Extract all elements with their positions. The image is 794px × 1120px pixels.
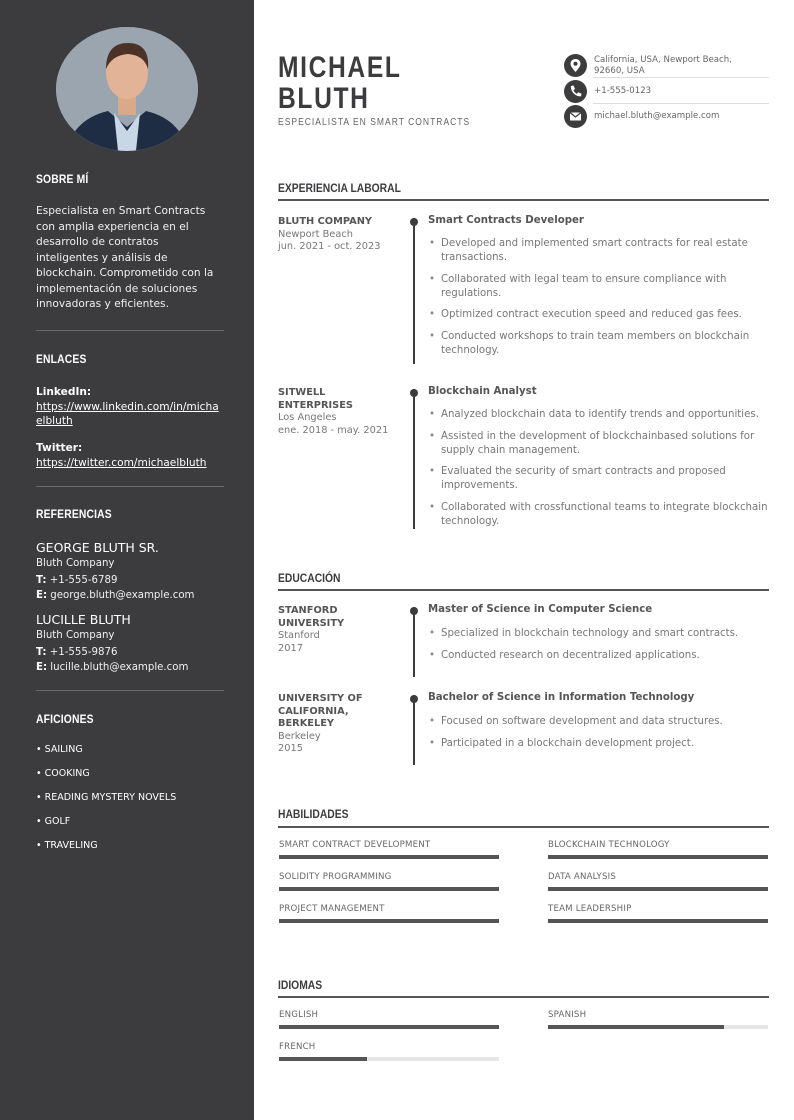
section-rule [278, 199, 769, 201]
email-text[interactable]: michael.bluth@example.com [594, 111, 720, 121]
skill-level-track [548, 919, 768, 923]
skill-label: TEAM LEADERSHIP [548, 904, 632, 914]
reference-company: Bluth Company [36, 558, 115, 569]
skills-title: HABILIDADES [278, 807, 349, 821]
education-title: EDUCACIÓN [278, 571, 341, 585]
skill-level-track [279, 919, 499, 923]
education-meta [278, 605, 398, 655]
hobby-item: • TRAVELING [36, 840, 98, 851]
skill-level-bar [279, 855, 499, 859]
hobbies-title: AFICIONES [36, 712, 94, 726]
language-level-track [279, 1025, 499, 1029]
person-name [278, 52, 402, 114]
section-rule [278, 826, 769, 828]
address-text: California, USA, Newport Beach, 92660, USA [594, 55, 732, 76]
hobby-item: • SAILING [36, 744, 83, 755]
profile-photo [56, 27, 198, 151]
skill-level-track [279, 855, 499, 859]
contact-divider [593, 77, 769, 78]
phone-icon [564, 80, 587, 103]
role-title: Blockchain Analyst [428, 386, 537, 397]
languages-title: IDIOMAS [278, 978, 323, 992]
experience-meta [278, 387, 398, 437]
company-name: SITWELL ENTERPRISES [278, 387, 353, 411]
language-item [279, 1042, 499, 1052]
twitter-link[interactable]: https://twitter.com/michaelbluth [36, 457, 207, 469]
references-title: REFERENCIAS [36, 507, 112, 521]
location-pin-icon [564, 54, 587, 77]
skill-item [279, 904, 499, 914]
skill-item [279, 872, 499, 882]
contact-divider [593, 103, 769, 104]
degree-bullets [428, 715, 773, 758]
degree-bullets [428, 627, 773, 670]
reference-email-label: E: [36, 662, 48, 673]
skill-item [548, 904, 768, 914]
links-title: ENLACES [36, 352, 87, 366]
language-item [279, 1010, 499, 1020]
school-name: STANFORD UNIVERSITY [278, 605, 345, 629]
linkedin-label: LinkedIn: [36, 386, 92, 398]
bullet-item: • Participated in a blockchain development project. [428, 737, 773, 751]
language-label: ENGLISH [279, 1010, 319, 1020]
about-section [36, 172, 224, 313]
bullet-item: • Focused on software development and data structures. [428, 715, 773, 729]
school-location: Berkeley [278, 730, 321, 742]
contact-address [564, 54, 769, 78]
school-location: Stanford [278, 630, 320, 641]
hobby-item: • READING MYSTERY NOVELS [36, 792, 177, 803]
job-title: ESPECIALISTA EN SMART CONTRACTS [278, 117, 471, 128]
bullet-item: • Specialized in blockchain technology and smart contracts. [428, 627, 773, 641]
skill-label: SMART CONTRACT DEVELOPMENT [279, 840, 431, 850]
reference-email: lucille.bluth@example.com [50, 662, 189, 673]
timeline-dot [410, 607, 418, 615]
timeline-line [413, 389, 415, 529]
language-level-track [279, 1057, 499, 1061]
section-rule [278, 996, 769, 998]
bullet-item: • Developed and implemented smart contracts for real estate transactions. [428, 237, 773, 265]
bullet-item: • Conducted research on decentralized applications. [428, 649, 773, 663]
linkedin-link[interactable]: https://www.linkedin.com/in/michaelbluth [36, 401, 219, 427]
timeline-line [413, 607, 415, 677]
links-section [36, 352, 224, 470]
timeline-line [413, 218, 415, 364]
references-section [36, 507, 224, 675]
experience-meta [278, 216, 398, 254]
skill-label: PROJECT MANAGEMENT [279, 904, 385, 914]
graduation-year: 2017 [278, 642, 303, 654]
company-name: BLUTH COMPANY [278, 216, 373, 227]
section-rule [278, 589, 769, 591]
timeline-dot [410, 695, 418, 703]
phone-text[interactable]: +1-555-0123 [594, 86, 652, 96]
hobby-item: • COOKING [36, 768, 90, 779]
sidebar-divider [36, 330, 224, 331]
skill-level-bar [279, 887, 499, 891]
bullet-item: • Analyzed blockchain data to identify trends and opportunities. [428, 408, 773, 422]
timeline-line [413, 695, 415, 765]
skill-item [279, 840, 499, 850]
bullet-item: • Collaborated with legal team to ensure compliance with regulations. [428, 273, 773, 301]
degree-title: Bachelor of Science in Information Technology [428, 692, 695, 703]
language-label: SPANISH [548, 1010, 587, 1020]
contact-email [564, 105, 769, 129]
sidebar-divider [36, 690, 224, 691]
reference-name: GEORGE BLUTH SR. [36, 540, 159, 555]
language-level-bar [279, 1057, 367, 1061]
reference-name: LUCILLE BLUTH [36, 612, 131, 627]
hobbies-section [36, 712, 224, 862]
company-location: Newport Beach [278, 228, 353, 240]
skill-label: SOLIDITY PROGRAMMING [279, 872, 392, 882]
degree-title: Master of Science in Computer Science [428, 604, 653, 615]
about-title: SOBRE MÍ [36, 172, 89, 186]
reference-phone-label: T: [36, 647, 47, 658]
job-dates: ene. 2018 - may. 2021 [278, 424, 389, 436]
skill-level-bar [279, 919, 499, 923]
bullet-item: • Conducted workshops to train team members on blockchain technology. [428, 330, 773, 358]
timeline-dot [410, 218, 418, 226]
sidebar-divider [36, 486, 224, 487]
skill-label: BLOCKCHAIN TECHNOLOGY [548, 840, 670, 850]
skill-level-track [548, 887, 768, 891]
language-level-bar [279, 1025, 499, 1029]
reference-email-label: E: [36, 590, 48, 601]
reference-phone: +1-555-6789 [49, 575, 118, 586]
skill-level-bar [548, 919, 768, 923]
skill-level-track [279, 887, 499, 891]
reference-email: george.bluth@example.com [50, 590, 195, 601]
education-meta [278, 693, 398, 756]
job-dates: jun. 2021 - oct. 2023 [278, 241, 381, 252]
hobby-item: • GOLF [36, 816, 71, 827]
reference-phone: +1-555-9876 [49, 647, 118, 658]
skill-item [548, 872, 768, 882]
sidebar [0, 0, 254, 1120]
reference-item [36, 540, 224, 603]
experience-title: EXPERIENCIA LABORAL [278, 181, 401, 195]
language-label: FRENCH [279, 1042, 316, 1052]
skill-item [548, 840, 768, 850]
bullet-item: • Collaborated with crossfunctional teams to integrate blockchain technology. [428, 501, 773, 529]
timeline-dot [410, 389, 418, 397]
role-bullets [428, 237, 773, 365]
company-location: Los Angeles [278, 412, 337, 423]
skill-level-bar [548, 855, 768, 859]
envelope-icon [564, 105, 587, 128]
language-level-bar [548, 1025, 724, 1029]
bullet-item: • Optimized contract execution speed and reduced gas fees. [428, 308, 773, 322]
language-item [548, 1010, 768, 1020]
role-bullets [428, 408, 773, 536]
graduation-year: 2015 [278, 743, 303, 754]
role-title: Smart Contracts Developer [428, 215, 584, 226]
skill-label: DATA ANALYSIS [548, 872, 616, 882]
name-last: BLUTH [278, 82, 370, 115]
bullet-item: • Assisted in the development of blockchainbased solutions for supply chain management. [428, 430, 773, 458]
skill-level-track [548, 855, 768, 859]
skill-level-bar [548, 887, 768, 891]
bullet-item: • Evaluated the security of smart contracts and proposed improvements. [428, 465, 773, 493]
twitter-label: Twitter: [36, 442, 83, 454]
reference-company: Bluth Company [36, 630, 115, 641]
contact-phone [564, 80, 769, 104]
school-name: UNIVERSITY OF CALIFORNIA, BERKELEY [278, 693, 363, 729]
name-first: MICHAEL [278, 51, 402, 84]
reference-item [36, 612, 224, 675]
about-text: Especialista en Smart Contracts con amplia experiencia en el desarrollo de contratos inteligentes y análisis de blockchain. Comprometido con la implementación de soluciones innovadoras y eficientes. [36, 205, 214, 310]
language-level-track [548, 1025, 768, 1029]
reference-phone-label: T: [36, 575, 47, 586]
